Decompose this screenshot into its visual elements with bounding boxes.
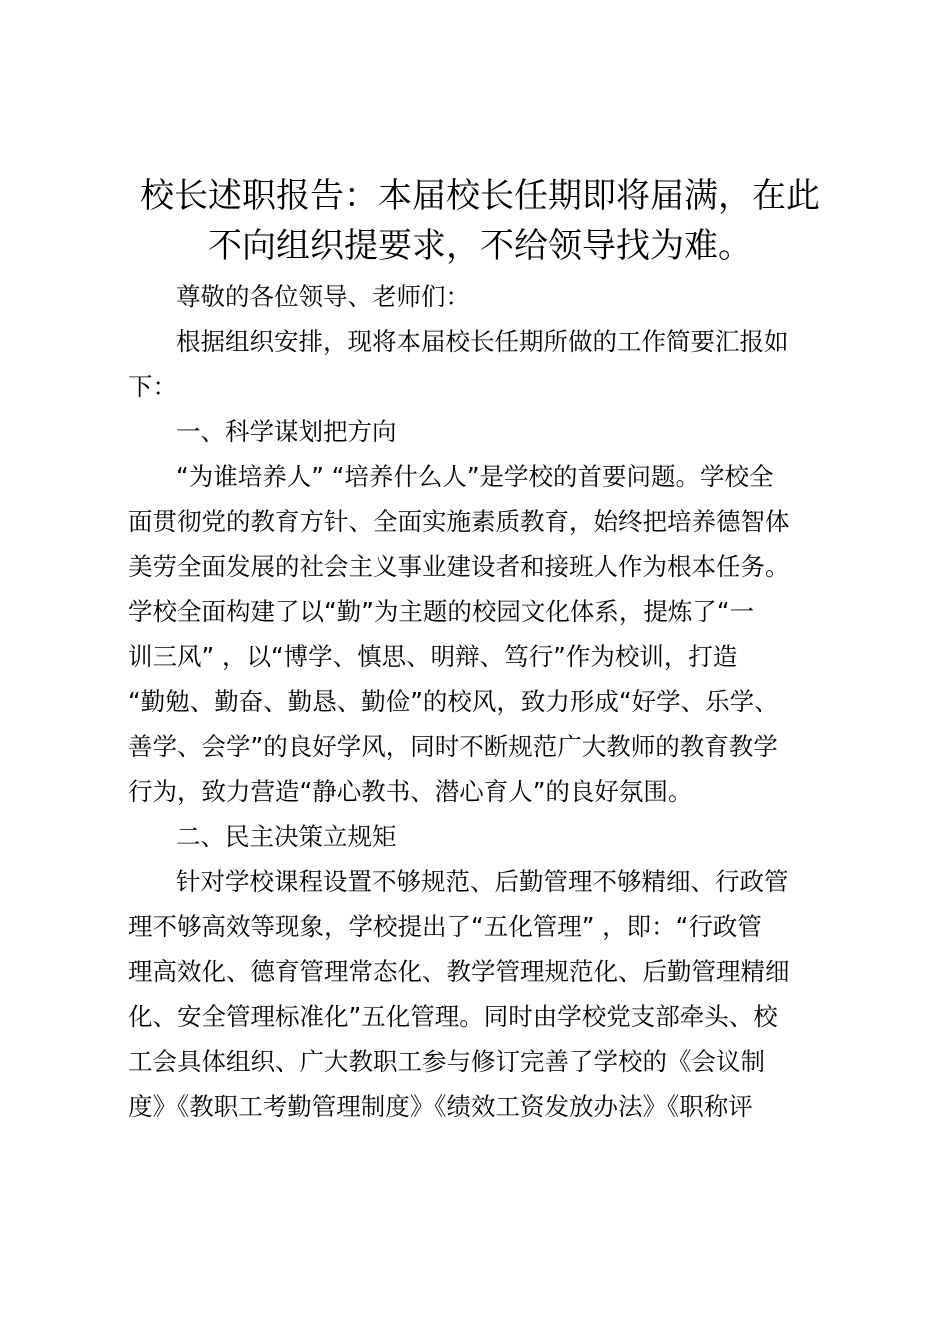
section-heading-2: 二、民主决策立规矩: [176, 822, 397, 851]
section2-paragraph-line: 工会具体组织、广大教职工参与修订完善了学校的《会议制: [128, 1047, 765, 1076]
section2-paragraph-line: 化、安全管理标准化”五化管理。同时由学校党支部牵头、校: [128, 1002, 778, 1031]
section2-paragraph-line: 针对学校课程设置不够规范、后勤管理不够精细、行政管: [176, 867, 789, 896]
section1-paragraph-line: “为谁培养人” “培养什么人”是学校的首要问题。学校全: [176, 462, 774, 491]
section-heading-1: 一、科学谋划把方向: [176, 417, 397, 446]
section1-paragraph-line: 美劳全面发展的社会主义事业建设者和接班人作为根本任务。: [128, 552, 790, 581]
section2-paragraph-line: 度》《教职工考勤管理制度》《绩效工资发放办法》《职称评: [128, 1092, 753, 1121]
section1-paragraph-line: 行为，致力营造“静心教书、潜心育人”的良好氛围。: [128, 777, 693, 806]
section1-paragraph-line: 善学、会学”的良好学风，同时不断规范广大教师的教育教学: [128, 732, 778, 761]
salutation: 尊敬的各位领导、老师们：: [176, 282, 470, 311]
section1-paragraph-line: 学校全面构建了以“勤”为主题的校园文化体系，提炼了“一: [128, 597, 755, 626]
section2-paragraph-line: 理不够高效等现象，学校提出了“五化管理” ，即：“行政管: [128, 912, 762, 941]
intro-line-1: 根据组织安排，现将本届校长任期所做的工作简要汇报如: [176, 327, 789, 356]
section1-paragraph-line: 训三风” ，以“博学、慎思、明辩、笃行”作为校训，打造: [128, 642, 738, 671]
document-title-line-1: 校长述职报告：本届校长任期即将届满，在此: [140, 176, 820, 216]
document-title-line-2: 不向组织提要求，不给领导找为难。: [208, 226, 752, 266]
intro-line-2: 下：: [128, 372, 177, 401]
section1-paragraph-line: 面贯彻党的教育方针、全面实施素质教育，始终把培养德智体: [128, 507, 790, 536]
section2-paragraph-line: 理高效化、德育管理常态化、教学管理规范化、后勤管理精细: [128, 957, 790, 986]
section1-paragraph-line: “勤勉、勤奋、勤恳、勤俭”的校风，致力形成“好学、乐学、: [128, 687, 779, 716]
